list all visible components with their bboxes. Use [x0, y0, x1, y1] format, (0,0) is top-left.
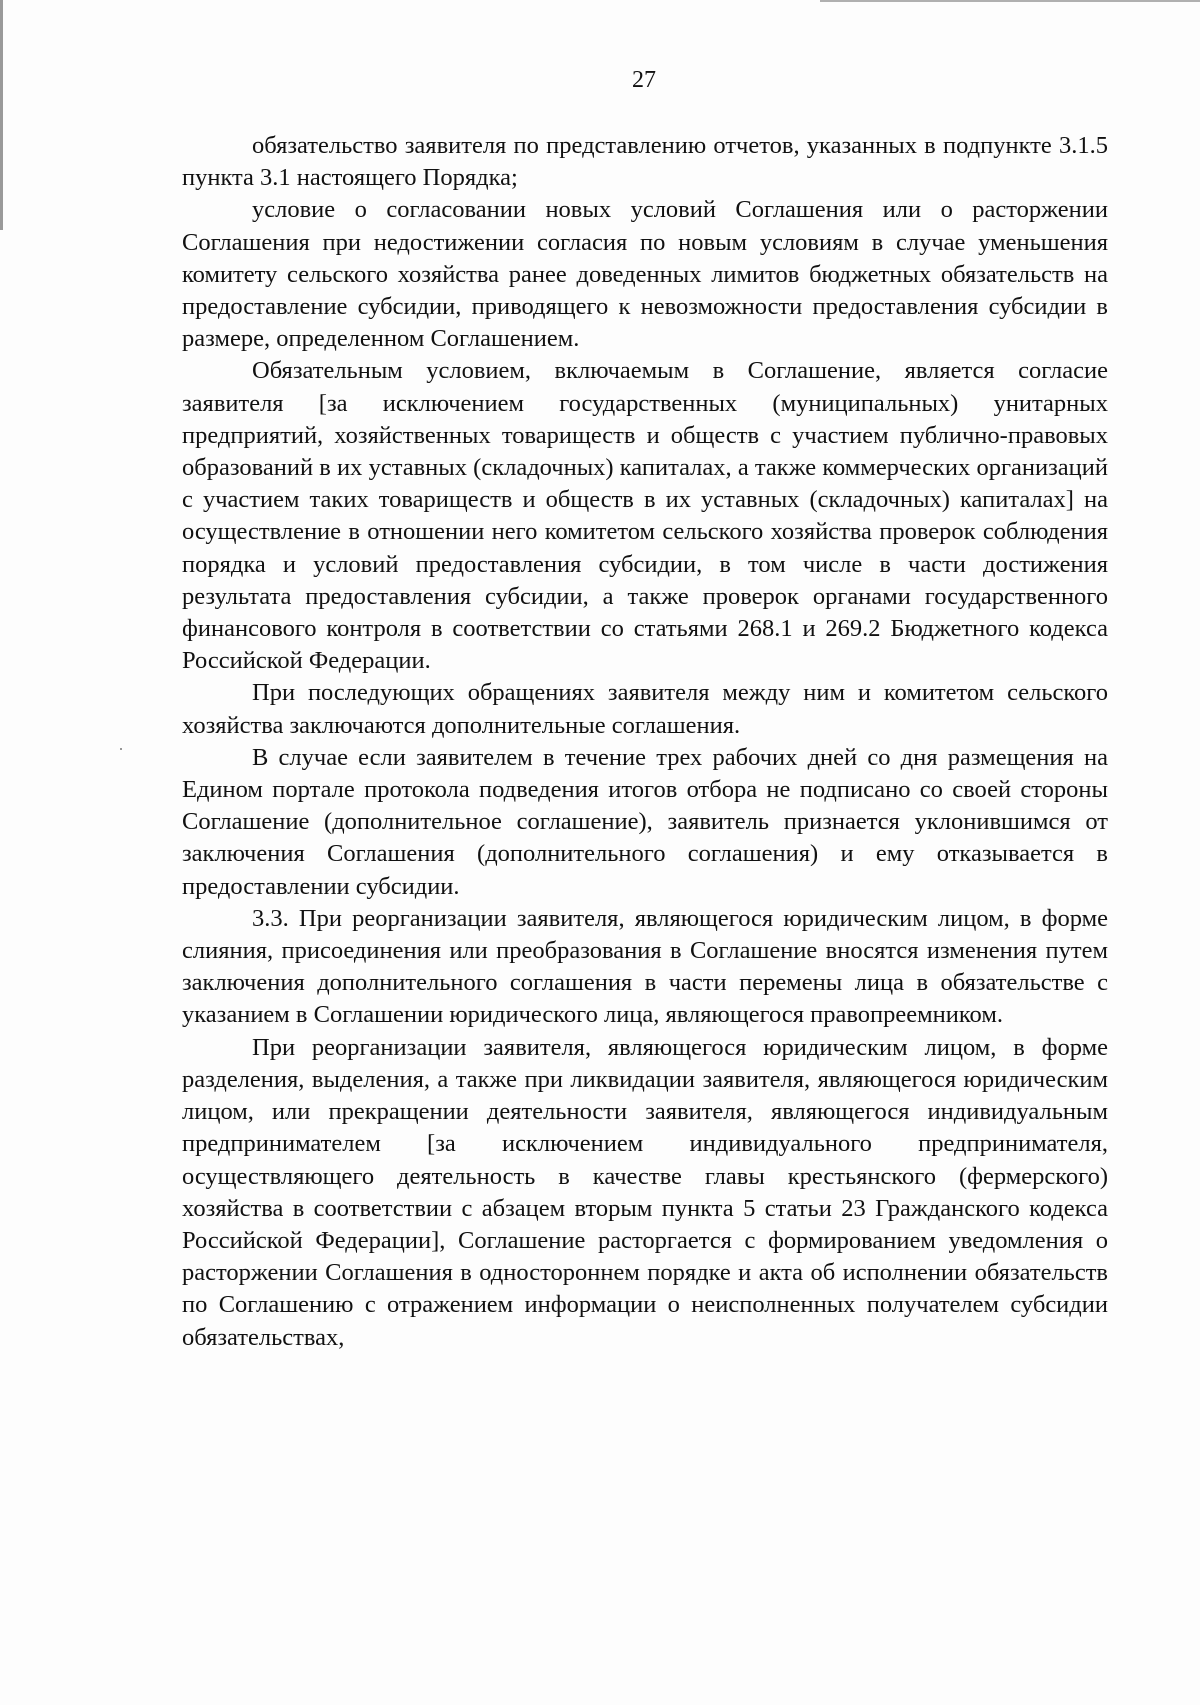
paragraph-reorganization-termination: При реорганизации заявителя, являющегося юридическим лицом, в форме разделения, выделения, а также при ликвидации заявителя, являющегося юридическим лицом, или прекращении деятельности заявителя, являющегося индивидуальным предпринимателем [за исключением индивидуального предпринимателя, осуществляющего деятельность в качестве главы крестьянского (фермерского) хозяйства в соответствии с абзацем вторым пункта 5 статьи 23 Гражданского кодекса Российской Федерации], Соглашение расторгается с формированием уведомления о расторжении Соглашения в одностороннем порядке и акта об исполнении обязательств по Соглашению с отражением информации о неисполненных получателем субсидии обязательствах,: [182, 1033, 1108, 1351]
scan-edge-left: [0, 0, 3, 230]
paragraph-agreement-conditions: условие о согласовании новых условий Соглашения или о расторжении Соглашения при недостижении согласия по новым условиям в случае уменьшения комитету сельского хозяйства ранее доведенных лимитов бюджетных обязательств на предоставление субсидии, приводящего к невозможности предоставления субсидии в размере, определенном Соглашением.: [182, 196, 1108, 353]
paragraph-additional-agreements: При последующих обращениях заявителя между ним и комитетом сельского хозяйства заключаются дополнительные соглашения.: [182, 679, 1108, 739]
document-body: [182, 130, 1108, 1354]
scan-speck: [120, 748, 122, 750]
paragraph-evasion: В случае если заявителем в течение трех рабочих дней со дня размещения на Едином портале протокола подведения итогов отбора не подписано со своей стороны Соглашение (дополнительное соглашение), заявитель признается уклонившимся от заключения Соглашения (дополнительного соглашения) и ему отказывается в предоставлении субсидии.: [182, 743, 1108, 900]
page-number: 27: [632, 67, 656, 93]
paragraph-section-3-3: 3.3. При реорганизации заявителя, являющегося юридическим лицом, в форме слияния, присоединения или преобразования в Соглашение вносятся изменения путем заключения дополнительного соглашения в части перемены лица в обязательстве с указанием в Соглашении юридического лица, являющегося правопреемником.: [182, 904, 1108, 1029]
scan-edge-top: [820, 0, 1200, 2]
paragraph-reporting-obligation: обязательство заявителя по представлению отчетов, указанных в подпункте 3.1.5 пункта 3.1 настоящего Порядка;: [182, 132, 1108, 192]
paragraph-mandatory-condition: Обязательным условием, включаемым в Соглашение, является согласие заявителя [за исключением государственных (муниципальных) унитарных предприятий, хозяйственных товариществ и обществ с участием публично-правовых образований в их уставных (складочных) капиталах, а также коммерческих организаций с участием таких товариществ и обществ в их уставных (складочных) капиталах] на осуществление в отношении него комитетом сельского хозяйства проверок соблюдения порядка и условий предоставления субсидии, в том числе в части достижения результата предоставления субсидии, а также проверок органами государственного финансового контроля в соответствии со статьями 268.1 и 269.2 Бюджетного кодекса Российской Федерации.: [182, 357, 1108, 675]
